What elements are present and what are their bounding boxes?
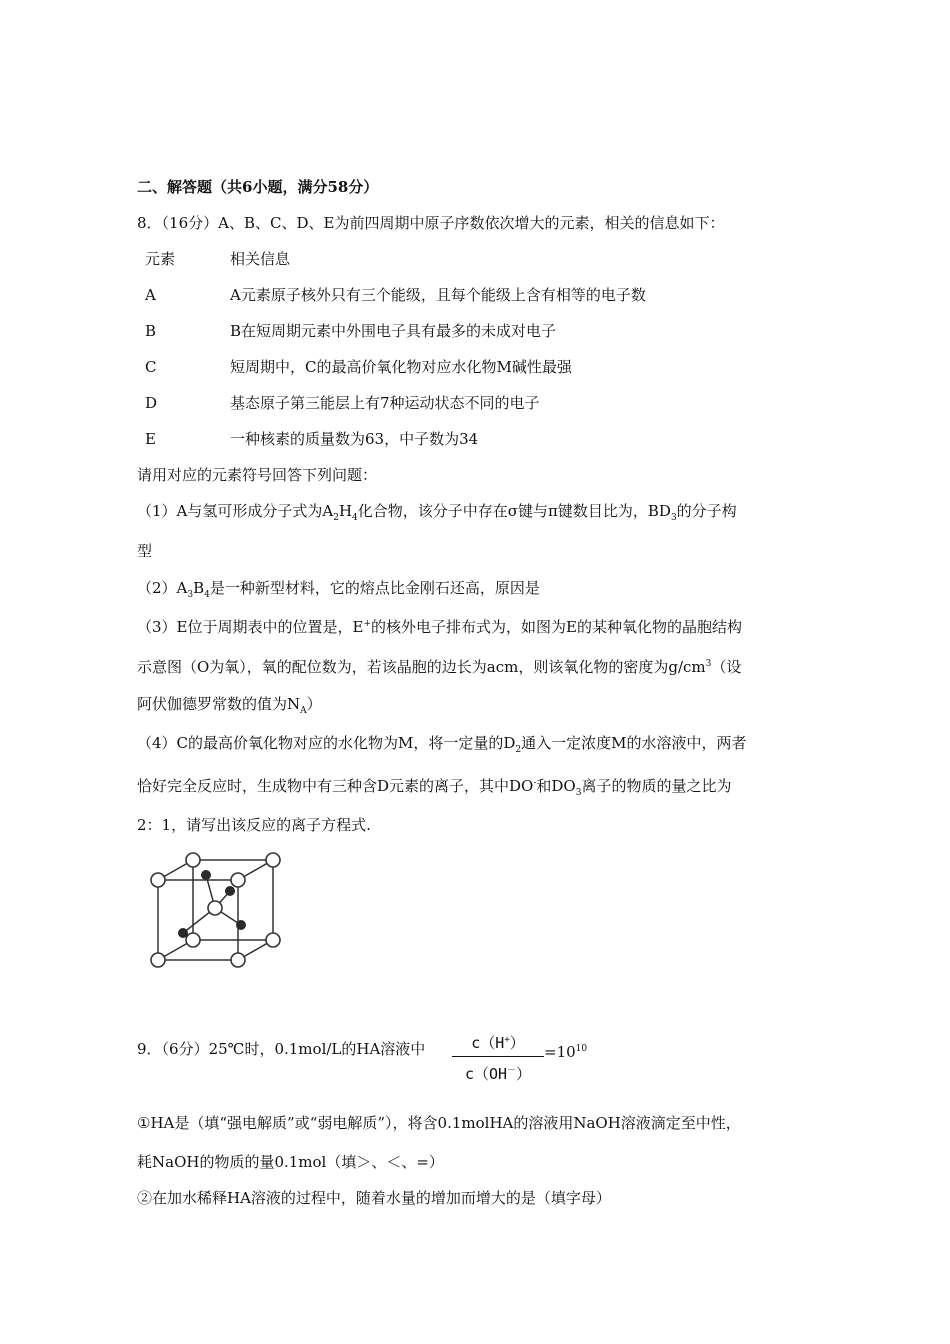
row-info: 一种核素的质量数为63，中子数为34 (230, 430, 479, 448)
text: 阿伏伽德罗常数的值为N (137, 695, 301, 713)
subscript: 2 (333, 513, 339, 523)
text: （2）A (137, 579, 188, 597)
text: 示意图（O为氧），氧的配位数为，若该晶胞的边长为acm，则该氧化物的密度为g/cm (137, 658, 706, 676)
row-element: B (145, 322, 157, 340)
row-info: B在短周期元素中外围电子具有最多的未成对电子 (230, 322, 557, 340)
superscript: 10 (575, 1044, 588, 1054)
superscript: + (504, 1035, 510, 1045)
subscript: 2 (515, 745, 522, 755)
q8-part4-line2 (137, 773, 731, 803)
q8-stem: 8．（16分）A、B、C、D、E为前四周期中原子序数依次增大的元素，相关的信息如下： (137, 214, 725, 232)
section-heading: 二、解答题（共6小题，满分58分） (137, 178, 379, 196)
text: B (193, 579, 205, 597)
q8-part3 (137, 614, 742, 637)
subscript: 3 (187, 590, 194, 600)
text: c（OH (464, 1065, 508, 1083)
superscript: － (507, 1066, 517, 1076)
q8-part3-line2 (137, 654, 741, 677)
row-info: 基态原子第三能层上有7种运动状态不同的电子 (230, 394, 540, 412)
text: （设 (711, 658, 742, 676)
q8-part3-line3 (137, 694, 322, 721)
text: =10 (544, 1043, 576, 1061)
text: 的核外电子排布式为，如图为E的某种氧化物的晶胞结构 (371, 618, 742, 636)
q8-part2 (137, 578, 540, 605)
q8-prompt: 请用对应的元素符号回答下列问题： (137, 466, 378, 484)
subscript: A (300, 706, 307, 716)
q8-part1-cont: 型 (137, 542, 153, 560)
header-info: 相关信息 (230, 250, 291, 268)
q9-part1: ①HA是（填“强电解质”或“弱电解质”），将含0.1molHA的溶液用NaOH溶液滴定至中性， (137, 1114, 741, 1132)
subscript: 4 (204, 590, 210, 600)
text: （4）C的最高价氧化物对应的水化物为M，将一定量的D (137, 734, 516, 752)
subscript: 3 (670, 513, 677, 523)
text: 的分子构 (676, 502, 737, 520)
text: H (338, 502, 353, 520)
row-info: A元素原子核外只有三个能级，且每个能级上含有相等的电子数 (230, 286, 646, 304)
row-element: D (145, 394, 158, 412)
text: 通入一定浓度M的水溶液中，两者 (521, 734, 747, 752)
superscript: - (533, 778, 537, 788)
row-element: C (145, 358, 157, 376)
subscript: 4 (352, 513, 358, 523)
superscript: 3 (705, 659, 712, 669)
text: （3）E位于周期表中的位置是，E (137, 618, 364, 636)
row-element: A (145, 286, 156, 304)
superscript: + (363, 619, 371, 629)
text: ） (516, 1065, 532, 1083)
q9-equals (544, 1039, 587, 1062)
q9-stem: 9．（6分）25℃时，0.1mol/L的HA溶液中 (137, 1040, 426, 1058)
text: 恰好完全反应时，生成物中有三种含D元素的离子，其中DO (137, 777, 534, 795)
text: （1）A与氢可形成分子式为A (137, 502, 334, 520)
header-element: 元素 (145, 250, 176, 268)
row-info: 短周期中，C的最高价氧化物对应水化物M碱性最强 (230, 358, 572, 376)
text: ） (509, 1034, 525, 1052)
q8-part4-line3: 2：1，请写出该反应的离子方程式. (137, 816, 371, 834)
text: ） (306, 695, 322, 713)
subscript: 3 (575, 788, 582, 798)
q9-part1-cont: 耗NaOH的物质的量0.1mol（填＞、＜、=） (137, 1153, 444, 1171)
concentration-ratio-fraction (452, 1032, 544, 1084)
q8-part4 (137, 733, 747, 760)
q9-part2: ②在加水稀释HA溶液的过程中，随着水量的增加而增大的是（填字母） (137, 1189, 611, 1207)
q8-part1 (137, 501, 737, 528)
fraction-numerator (452, 1032, 544, 1057)
text: 和DO (536, 777, 576, 795)
text: 是一种新型材料，它的熔点比金刚石还高，原因是 (209, 579, 540, 597)
fraction-denominator (452, 1057, 544, 1084)
text: c（H (471, 1034, 505, 1052)
crystal-cell-diagram (140, 848, 300, 978)
row-element: E (145, 430, 156, 448)
text: 化合物，该分子中存在σ键与π键数目比为，BD (357, 502, 671, 520)
text: 离子的物质的量之比为 (581, 777, 732, 795)
